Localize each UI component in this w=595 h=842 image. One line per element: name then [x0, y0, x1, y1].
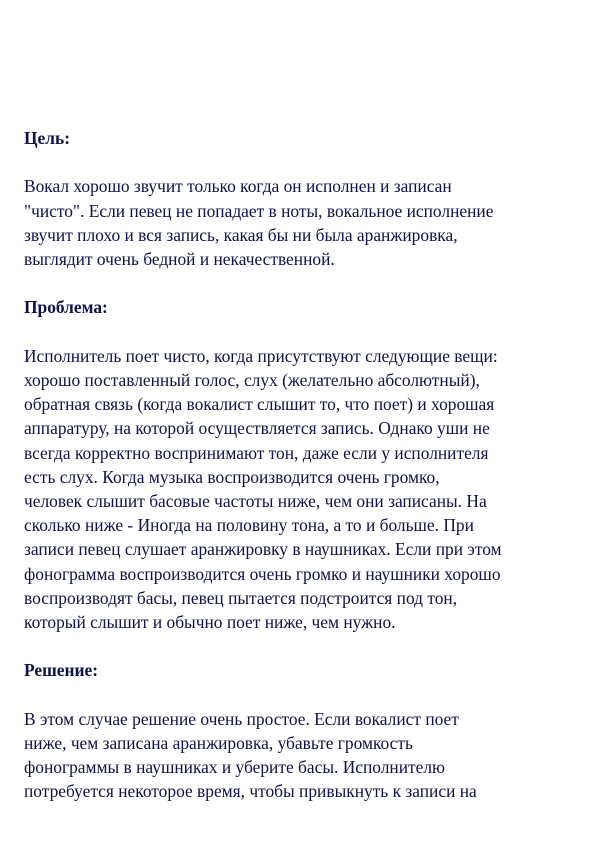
spacer	[24, 634, 576, 658]
text-line: который слышит и обычно поет ниже, чем нужно.	[24, 612, 396, 633]
document-page	[24, 126, 576, 804]
text-line: записи певец слушает аранжировку в наушниках. Если при этом	[24, 539, 502, 560]
text-line: Исполнитель поет чисто, когда присутствуют следующие вещи:	[24, 345, 498, 366]
section-goal	[24, 126, 576, 271]
text-line: есть слух. Когда музыка воспроизводится очень громко,	[24, 466, 440, 487]
text-line: выглядит очень бедной и некачественной.	[24, 249, 335, 269]
text-line: потребуется некоторое время, чтобы привыкнуть к записи на	[24, 781, 477, 802]
text-line: человек слышит басовые частоты ниже, чем они записаны. На	[24, 491, 487, 511]
section-problem	[24, 295, 576, 634]
spacer	[24, 683, 576, 707]
text-line: Вокал хорошо звучит только когда он исполнен и записан	[24, 176, 452, 197]
paragraph-solution	[24, 707, 576, 804]
text-line: аппаратуру, на которой осуществляется запись. Однако уши не	[24, 418, 490, 439]
text-line: всегда корректно воспринимают тон, даже если у исполнителя	[24, 442, 489, 463]
text-line: В этом случае решение очень простое. Если вокалист поет	[24, 708, 459, 729]
paragraph-problem	[24, 344, 576, 634]
text-line: фонограмма воспроизводится очень громко и наушники хорошо	[24, 563, 501, 584]
text-line: воспроизводят басы, певец пытается подстроится под тон,	[24, 587, 458, 608]
spacer	[24, 271, 576, 295]
paragraph-goal	[24, 174, 576, 271]
text-line: звучит плохо и вся запись, какая бы ни была аранжировка,	[24, 224, 458, 245]
text-line: хорошо поставленный голос, слух (желательно абсолютный),	[24, 369, 480, 390]
text-line: фонограммы в наушниках и уберите басы. Исполнителю	[24, 757, 446, 778]
text-line: ниже, чем записана аранжировка, убавьте громкость	[24, 733, 413, 753]
text-line: "чисто". Если певец не попадает в ноты, вокальное исполнение	[24, 200, 494, 221]
section-heading-solution: Решение:	[24, 660, 99, 681]
text-line: обратная связь (когда вокалист слышит то, что поет) и хорошая	[24, 394, 495, 415]
section-heading-goal: Цель:	[24, 128, 70, 148]
section-solution	[24, 658, 576, 803]
spacer	[24, 150, 576, 174]
spacer	[24, 320, 576, 344]
text-line: сколько ниже - Иногда на половину тона, а то и больше. При	[24, 515, 474, 536]
section-heading-problem: Проблема:	[24, 297, 108, 318]
